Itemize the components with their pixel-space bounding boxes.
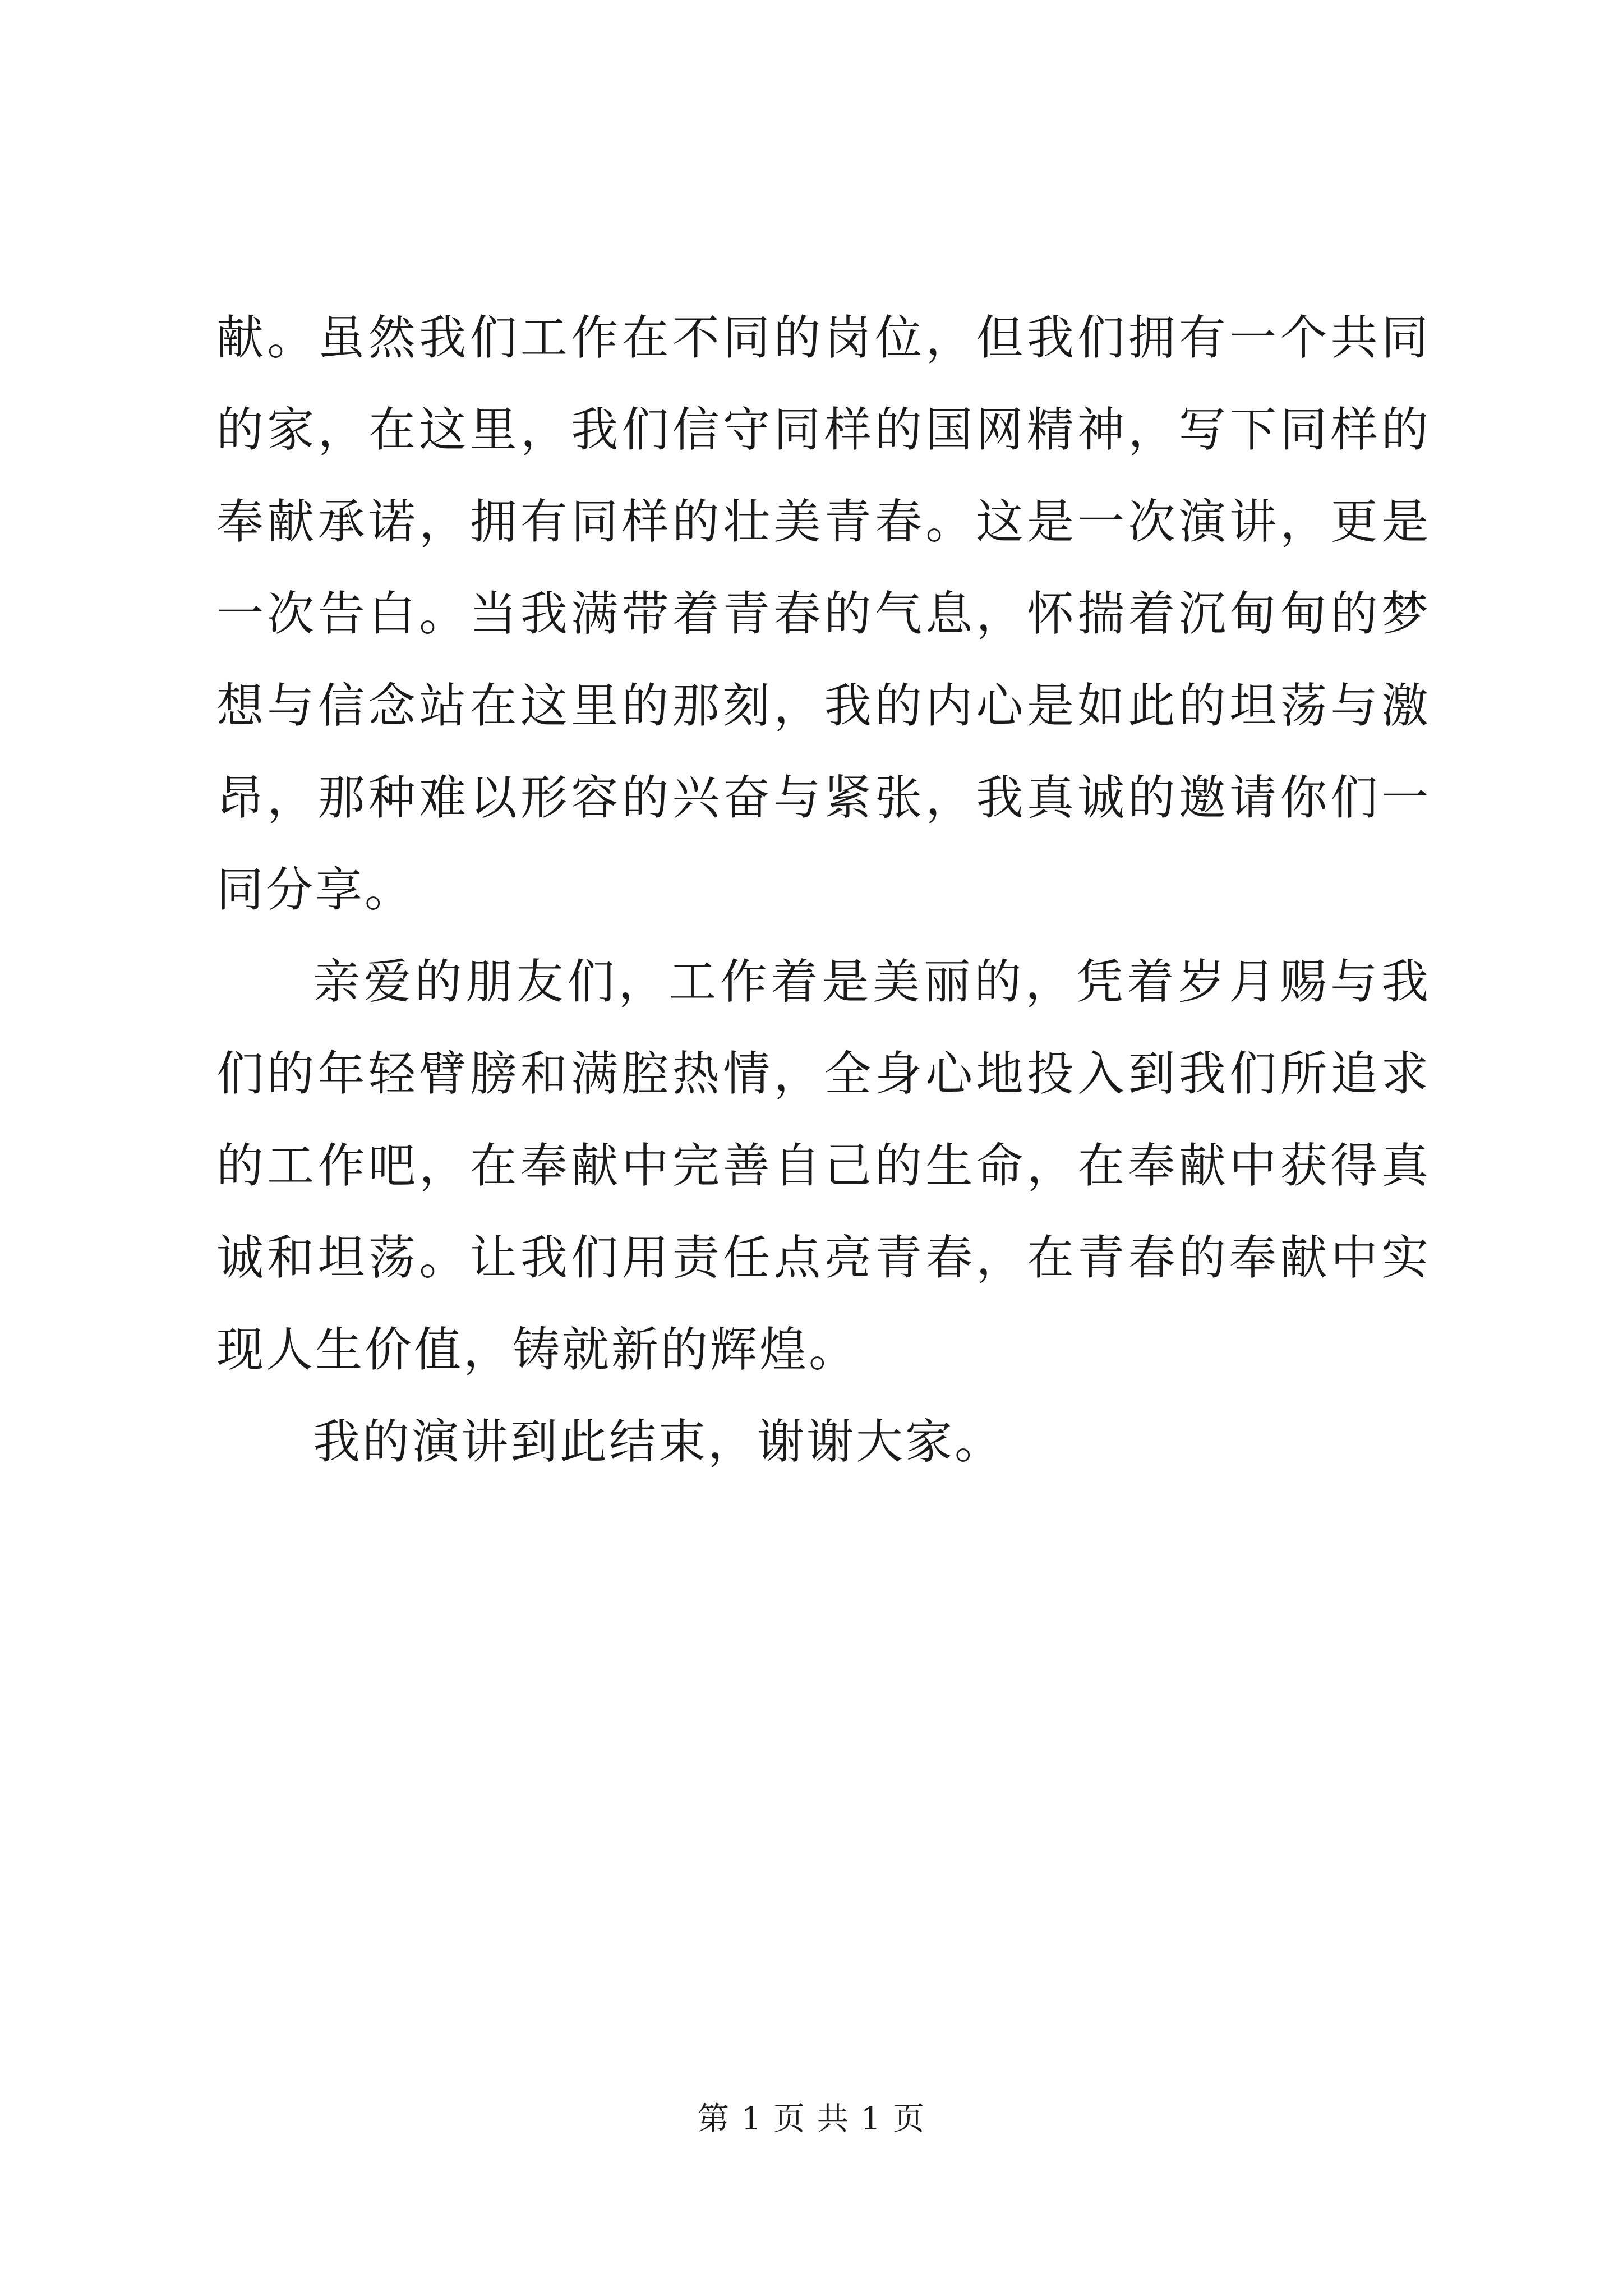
document-body	[216, 292, 1431, 1488]
paragraph-1: 献。虽然我们工作在不同的岗位，但我们拥有一个共同的家，在这里，我们信守同样的国网精神，写下同样的奉献承诺，拥有同样的壮美青春。这是一次演讲，更是一次告白。当我满带着青春的气息，怀揣着沉甸甸的梦想与信念站在这里的那刻，我的内心是如此的坦荡与激昂，那种难以形容的兴奋与紧张，我真诚的邀请你们一同分享。	[216, 310, 1431, 917]
page-footer: 第 1 页 共 1 页	[697, 2101, 926, 2137]
paragraph-2: 亲爱的朋友们，工作着是美丽的，凭着岁月赐与我们的年轻臂膀和满腔热情，全身心地投入到我们所追求的工作吧，在奉献中完善自己的生命，在奉献中获得真诚和坦荡。让我们用责任点亮青春，在青春的奉献中实现人生价值，铸就新的辉煌。	[216, 954, 1431, 1377]
paragraph-3: 我的演讲到此结束，谢谢大家。	[313, 1414, 1004, 1469]
